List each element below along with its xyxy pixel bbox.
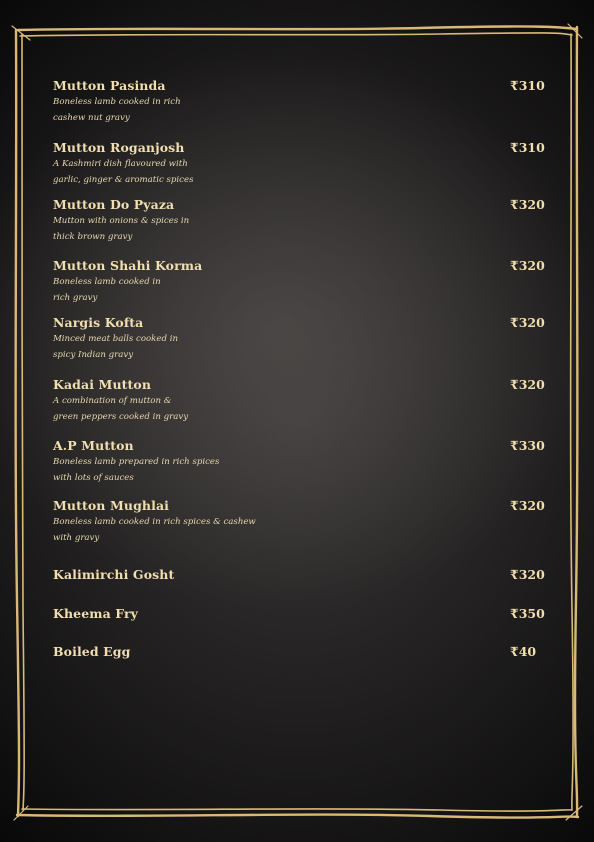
item-price: ₹310	[510, 140, 545, 155]
item-price: ₹320	[510, 498, 545, 513]
item-name: Mutton Roganjosh	[53, 140, 185, 155]
item-description: Boneless lamb prepared in rich spices with lots of sauces	[53, 457, 220, 483]
item-description: Minced meat balls cooked in spicy Indian gravy	[53, 334, 178, 360]
item-name: Nargis Kofta	[53, 315, 144, 330]
item-price: ₹350	[510, 606, 545, 621]
item-description: Mutton with onions & spices in thick brown gravy	[53, 216, 190, 242]
item-description: Boneless lamb cooked in rich spices & cashew with gravy	[53, 517, 256, 543]
item-name: Boiled Egg	[53, 644, 131, 659]
item-name: Kalimirchi Gosht	[53, 567, 175, 582]
item-price: ₹320	[510, 315, 545, 330]
item-price: ₹320	[510, 258, 545, 273]
item-name: Kadai Mutton	[53, 377, 152, 392]
item-price: ₹320	[510, 567, 545, 582]
item-name: Mutton Shahi Korma	[53, 258, 203, 273]
item-name: Mutton Mughlai	[53, 498, 169, 513]
item-price: ₹330	[510, 438, 545, 453]
item-price: ₹320	[510, 197, 545, 212]
item-description: Boneless lamb cooked in rich cashew nut gravy	[53, 97, 181, 123]
item-name: A.P Mutton	[53, 438, 134, 453]
item-name: Mutton Do Pyaza	[53, 197, 175, 212]
item-price: ₹320	[510, 377, 545, 392]
item-name: Mutton Pasinda	[53, 78, 166, 93]
item-description: A combination of mutton & green peppers cooked in gravy	[53, 396, 189, 422]
item-price: ₹40	[510, 644, 537, 659]
item-description: A Kashmiri dish flavoured with garlic, ginger & aromatic spices	[53, 159, 194, 185]
item-price: ₹310	[510, 78, 545, 93]
item-description: Boneless lamb cooked in rich gravy	[53, 277, 161, 303]
item-name: Kheema Fry	[53, 606, 139, 621]
